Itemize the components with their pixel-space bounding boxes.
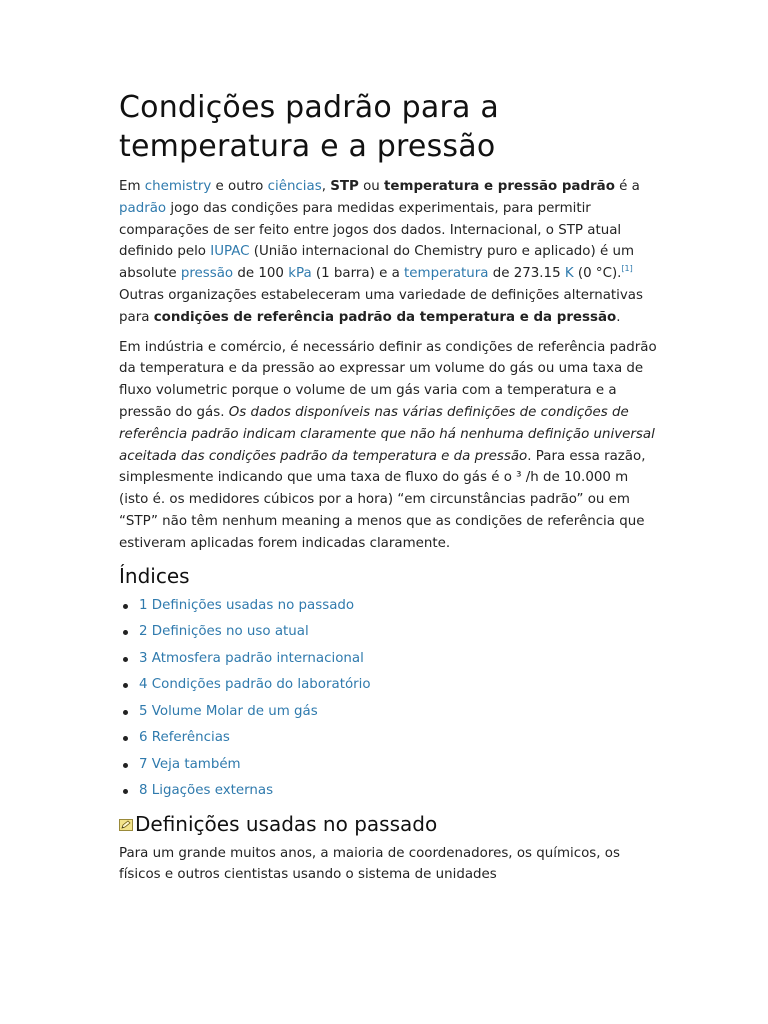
- text: é a: [614, 179, 640, 194]
- toc-item: [139, 725, 659, 752]
- bold-term-stp: STP: [330, 179, 359, 194]
- text: e outro: [211, 179, 268, 194]
- link-kelvin[interactable]: K: [564, 266, 574, 282]
- page-title: Condições padrão para a temperatura e a pressão: [119, 90, 499, 164]
- section-title: Definições usadas no passado: [135, 811, 438, 836]
- toc-link-4[interactable]: 4 Condições padrão do laboratório: [139, 677, 371, 693]
- reference-link-1[interactable]: [1]: [621, 264, 633, 274]
- link-iupac[interactable]: IUPAC: [210, 244, 250, 260]
- text: jogo das condições para medidas experimentais, para permitir comparações de ser feito entre jogos dos dados. Internacional, o STP atual definido pelo: [119, 200, 622, 260]
- text: Outras organizações estabeleceram uma variedade de definições alternativas para: [119, 287, 643, 325]
- toc-item: [139, 672, 659, 699]
- link-kpa[interactable]: kPa: [288, 266, 312, 282]
- toc-link-8[interactable]: 8 Ligações externas: [139, 783, 274, 799]
- text: (1 barra) e a: [311, 266, 405, 282]
- text: (União internacional do Chemistry puro e aplicado) é um absolute: [119, 244, 635, 282]
- toc-item: [139, 752, 659, 779]
- toc-link-3[interactable]: 3 Atmosfera padrão internacional: [139, 650, 364, 666]
- text: .: [616, 309, 621, 325]
- link-padrao[interactable]: padrão: [119, 200, 167, 216]
- toc-link-2[interactable]: 2 Definições no uso atual: [139, 624, 309, 640]
- toc-item: [139, 778, 659, 805]
- section-paragraph: Para um grande muitos anos, a maioria de coordenadores, os químicos, os físicos e outros cientistas usando o sistema de unidades: [119, 845, 620, 883]
- text: de 273.15: [488, 266, 565, 282]
- toc-item: [139, 619, 659, 646]
- toc-link-7[interactable]: 7 Veja também: [139, 756, 241, 772]
- bold-term-standard: temperatura e pressão padrão: [384, 179, 615, 194]
- text: de 100: [233, 266, 289, 282]
- toc-link-1[interactable]: 1 Definições usadas no passado: [139, 597, 355, 613]
- toc-link-5[interactable]: 5 Volume Molar de um gás: [139, 703, 318, 719]
- industry-paragraph: [119, 337, 659, 555]
- link-ciencias[interactable]: ciências: [267, 179, 322, 194]
- article-body: [119, 88, 659, 894]
- toc-item: [139, 699, 659, 726]
- toc-item: [139, 646, 659, 673]
- link-pressao[interactable]: pressão: [180, 266, 234, 282]
- text: . Para essa razão, simplesmente indicando que uma taxa de fluxo do gás é o ³ /h de 10.000 m (isto é. os medidores cúbicos por a hora) “em circunstâncias padrão” ou em “STP” não têm nenhum meaning a menos que as condições de referência que estiveram aplicadas forem indicadas claramente.: [119, 448, 646, 551]
- bold-term-reference-conditions: condições de referência padrão da temperatura e da pressão: [153, 309, 617, 325]
- toc-link-6[interactable]: 6 Referências: [139, 730, 230, 746]
- text: ou: [358, 179, 385, 194]
- text: Em indústria e comércio, é necessário definir as condições de referência padrão da temperatura e da pressão ao expressar um volume do gás ou uma taxa de fluxo volumetric porque o volume de um gás varia com a temperatura e a pressão do gás.: [119, 339, 657, 420]
- section-heading: [119, 811, 659, 837]
- italic-statement: Os dados disponíveis nas várias definições de condições de referência padrão indicam claramente que não há nenhuma definição universal aceitada das condições padrão da temperatura e da pressão: [119, 404, 655, 464]
- link-temperatura[interactable]: temperatura: [404, 266, 489, 282]
- edit-icon[interactable]: [119, 819, 133, 831]
- toc-heading: Índices: [119, 563, 190, 588]
- text: ,: [321, 179, 331, 194]
- toc-item: [139, 593, 659, 620]
- text: Em: [119, 179, 145, 194]
- text: (0 °C).: [573, 266, 622, 282]
- intro-paragraph: [119, 176, 659, 329]
- link-chemistry[interactable]: chemistry: [144, 179, 212, 194]
- table-of-contents: [119, 593, 659, 805]
